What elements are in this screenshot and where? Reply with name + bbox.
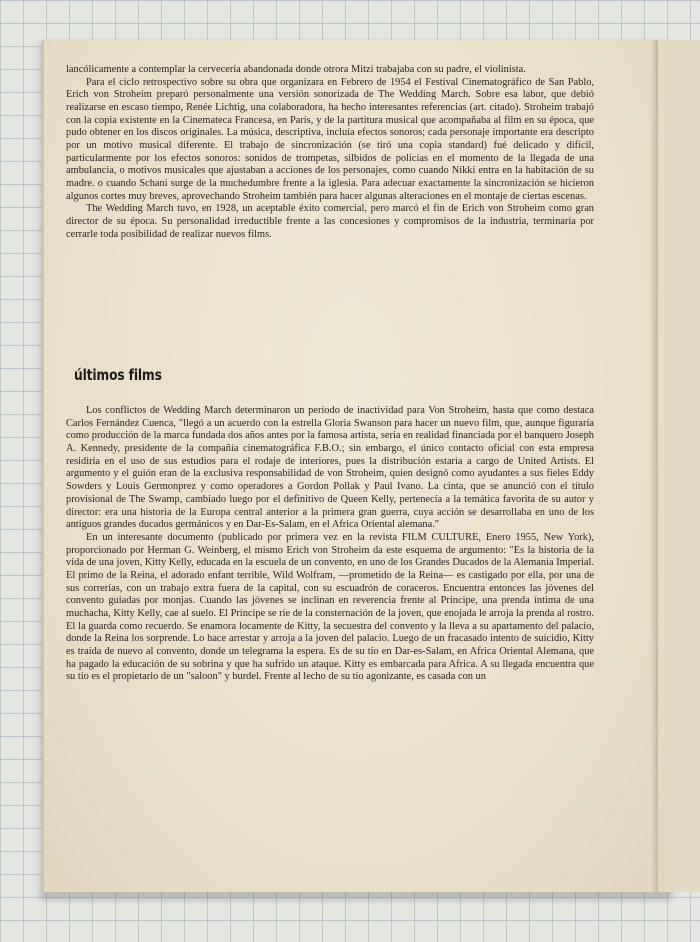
book-spine: [650, 40, 658, 892]
paragraph: Para el ciclo retrospectivo sobre su obra que organizara en Febrero de 1954 el Festival Cinematográfico de San Pablo, Erich von Stroheim preparó personalmente una versión sonorizada de The Wedding March. Sobre esa labor, que debió realizarse en escaso tiempo, Renée Lichtig, una colaboradora, ha hecho interesantes referencias (art. citado). Stroheim trabajó con la copia existente en la Cinemateca Francesa, en París, y de la partitura musical que acompañaba al film en su época, que pudo obtener en los discos originales. La música, descriptiva, incluía efectos sonoros; cada personaje importante era descripto por un motivo musical diferente. El trabajo de sincronización (se tiró una copia standard) fué delicado y difícil, particularmente por los efectos sonoros: sonidos de trompetas, silbidos de policías en el momento de la llegada de una ambulancia, o motivos musicales que ajustaban a acciones de los personajes, como cuando Nikki entra en la habitación de su madre. o cuando Schani surge de la muchedumbre frente a la iglesia. Para adecuar exactamente la sincronización se hicieron algunos cortes muy breves, aprovechando Stroheim también para hacer algunas alteraciones en el montaje de ciertas escenas.: [66, 76, 594, 202]
paragraph: lancólicamente a contemplar la cervecería abandonada donde otrora Mitzi trabajaba con su padre, el violinista.: [66, 64, 526, 75]
top-text-block: [66, 64, 594, 241]
section-heading: últimos films: [74, 366, 162, 384]
paragraph: The Wedding March tuvo, en 1928, un aceptable éxito comercial, pero marcó el fin de Erich von Stroheim como gran director de su época. Su personalidad irreductible frente a las concesiones y compromisos de la industria, terminaría por cerrarle toda posibilidad de realizar nuevos films.: [66, 203, 594, 240]
paragraph: Los conflictos de Wedding March determinaron un período de inactividad para Von Stroheim, hasta que como destaca Carlos Fernández Cuenca, "llegó a un acuerdo con la estrella Gloria Swanson para hacer un nuevo film, que, aunque figuraría como producción de la marca fundada dos años antes por la famosa artista, sería en realidad financiada por el banquero Joseph A. Kennedy, presidente de la compañía cinematográfica F.B.O.; sin embargo, el único contacto oficial con esta empresa residiría en el uso de sus estudios para el rodaje de interiores, pues la distribución estaría a cargo de United Artists. El argumento y el guión eran de la exclusiva responsabilidad de von Stroheim, quien designó como ayudantes a sus fieles Eddy Sowders y Louis Germonprez y como operadores a Gordon Pollak y Paul Ivano. La cinta, que se anunció con el título provisional de The Swamp, cambiado luego por el definitivo de Queen Kelly, pertenecía a la temática favorita de su autor y director: era una historia de la Europa central anterior a la primera gran guerra, cuya acción se desarrollaba en uno de los antiguos grandes ducados germánicos y en Dar-Es-Salam, en el Africa Oriental alemana.": [66, 405, 594, 531]
paragraph: En un interesante documento (publicado por primera vez en la revista FILM CULTURE, Enero 1955, New York), proporcionado por Herman G. Weinberg, el mismo Erich von Stroheim da este esquema de argumento: "Es la historia de la vida de una joven, Kitty Kelly, educada en la escuela de un convento, en uno de los Grandes Ducados de la Alemania Imperial. El primo de la Reina, el adorado enfant terrible, Wild Wolfram, —prometido de la Reina— es castigado por ella, por una de sus correrías, con un trabajo extra fuera de la capital, con su escuadrón de coraceros. Encuentra entonces las jóvenes del convento guiadas por monjas. Cuando las jóvenes se inclinan en reverencia frente al Príncipe, una prenda íntima de una muchacha, Kitty Kelly, cae al suelo. El Príncipe se ríe de la consternación de la joven, que enojada le arroja la prenda al rostro. El la guarda como recuerdo. Se enamora locamente de Kitty, la secuestra del convento y la lleva a su apartamento del palacio, donde la Reina los sorprende. Lo hace arrestar y arroja a la joven del palacio. Luego de un fracasado intento de suicidio, Kitty es traída de nuevo al convento, donde un telegrama la espera. Es de su tío en Dar-es-Salam, en Africa Oriental Alemana, que ha pagado la educación de su sobrina y que ha sufrido un ataque. Kitty es embarcada para Africa. A su llegada encuentra que su tío es el propietario de un "saloon" y burdel. Frente al lecho de su tío agonizante, es casada con un: [66, 531, 594, 683]
bottom-text-block: [66, 405, 594, 684]
